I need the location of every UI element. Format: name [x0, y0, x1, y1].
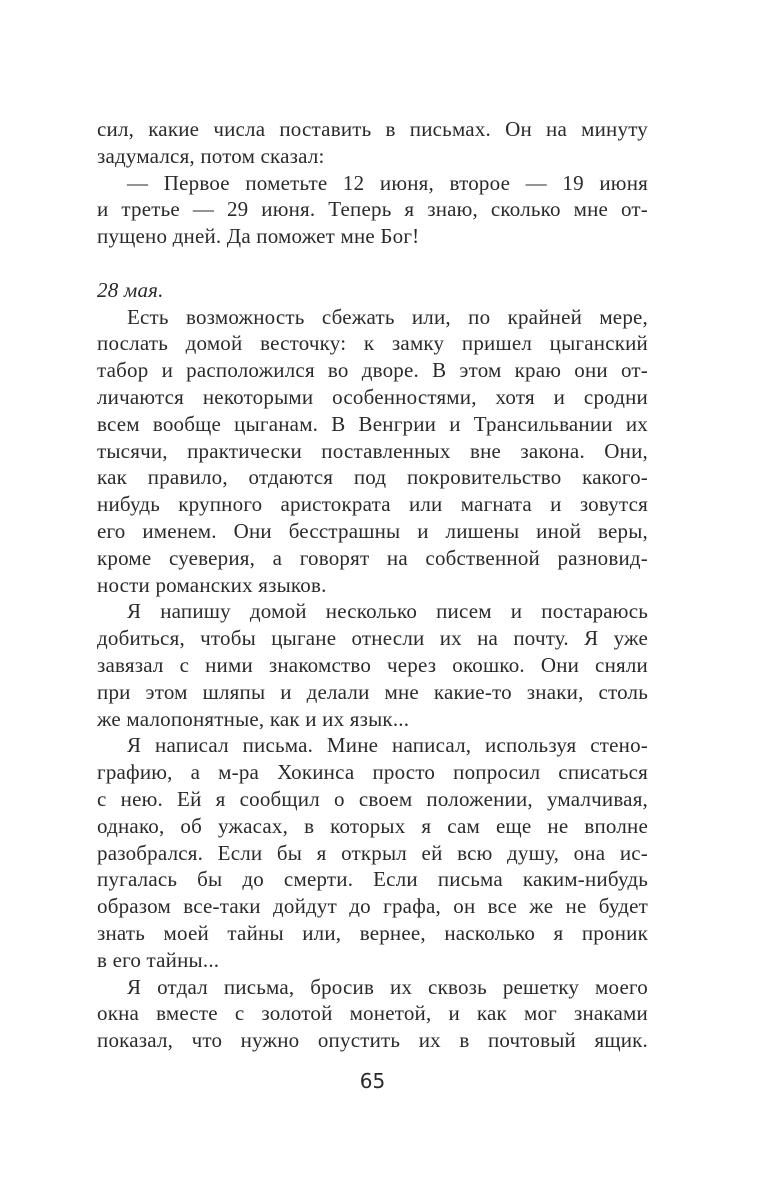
page-number: 65: [359, 1069, 386, 1093]
text-line: послать домой весточку: к замку пришел цыганский: [97, 331, 648, 356]
text-line: пугалась бы до смерти. Если письма каким-нибудь: [97, 867, 648, 892]
text-line: окна вместе с золотой монетой, и как мог знаками: [97, 1001, 648, 1026]
paragraph: [97, 116, 648, 170]
paragraph-spacer: [97, 250, 648, 277]
paragraph: [97, 732, 648, 973]
text-line: разобрался. Если бы я открыл ей всю душу, она ис-: [97, 840, 648, 865]
text-line: в его тайны...: [97, 947, 220, 972]
text-line: задумался, потом сказал:: [97, 143, 325, 168]
date-heading: [97, 277, 648, 304]
text-line: пущено дней. Да поможет мне Бог!: [97, 224, 420, 249]
text-line: как правило, отдаются под покровительство какого-: [97, 465, 648, 490]
text-block: [97, 116, 648, 1054]
date-heading-text: 28 мая.: [97, 277, 164, 302]
text-line: показал, что нужно опустить их в почтовый ящик.: [97, 1028, 648, 1053]
paragraph: [97, 974, 648, 1054]
text-line: и третье — 29 июня. Теперь я знаю, сколько мне от-: [97, 197, 648, 222]
text-line: — Первое пометьте 12 июня, второе — 19 июня: [127, 170, 648, 195]
text-line: завязал с ними знакомство через окошко. Они сняли: [97, 652, 648, 677]
text-line: графию, а м-ра Хокинса просто попросил списаться: [97, 760, 648, 785]
text-line: однако, об ужасах, в которых я сам еще не вполне: [97, 813, 648, 838]
text-line: Я напишу домой несколько писем и постараюсь: [127, 599, 648, 624]
text-line: же малопонятные, как и их язык...: [97, 706, 410, 731]
paragraph: [97, 304, 648, 599]
text-line: всем вообще цыганам. В Венгрии и Трансильвании их: [97, 411, 648, 436]
text-line: Я написал письма. Мине написал, используя стено-: [127, 733, 648, 758]
text-line: его именем. Они бесстрашны и лишены иной веры,: [97, 518, 648, 543]
paragraph: [97, 598, 648, 732]
text-line: добиться, чтобы цыгане отнесли их на почту. Я уже: [97, 626, 648, 651]
text-line: с нею. Ей я сообщил о своем положении, умалчивая,: [97, 786, 648, 811]
text-line: сил, какие числа поставить в письмах. Он на минуту: [97, 117, 648, 141]
paragraph: [97, 170, 648, 250]
text-line: тысячи, практически поставленных вне закона. Они,: [97, 438, 648, 463]
text-line: нибудь крупного аристократа или магната и зовутся: [97, 492, 648, 517]
text-line: кроме суеверия, а говорят на собственной разновид-: [97, 545, 648, 570]
text-line: ности романских языков.: [97, 572, 327, 597]
text-line: образом все-таки дойдут до графа, он все же не будет: [97, 894, 648, 919]
text-line: личаются некоторыми особенностями, хотя и сродни: [97, 384, 648, 409]
text-line: при этом шляпы и делали мне какие-то знаки, столь: [97, 679, 648, 704]
text-line: Я отдал письма, бросив их сквозь решетку моего: [127, 974, 648, 999]
text-line: Есть возможность сбежать или, по крайней мере,: [127, 304, 648, 329]
text-line: знать моей тайны или, вернее, насколько я проник: [97, 920, 648, 945]
text-line: табор и расположился во дворе. В этом краю они от-: [97, 358, 648, 383]
